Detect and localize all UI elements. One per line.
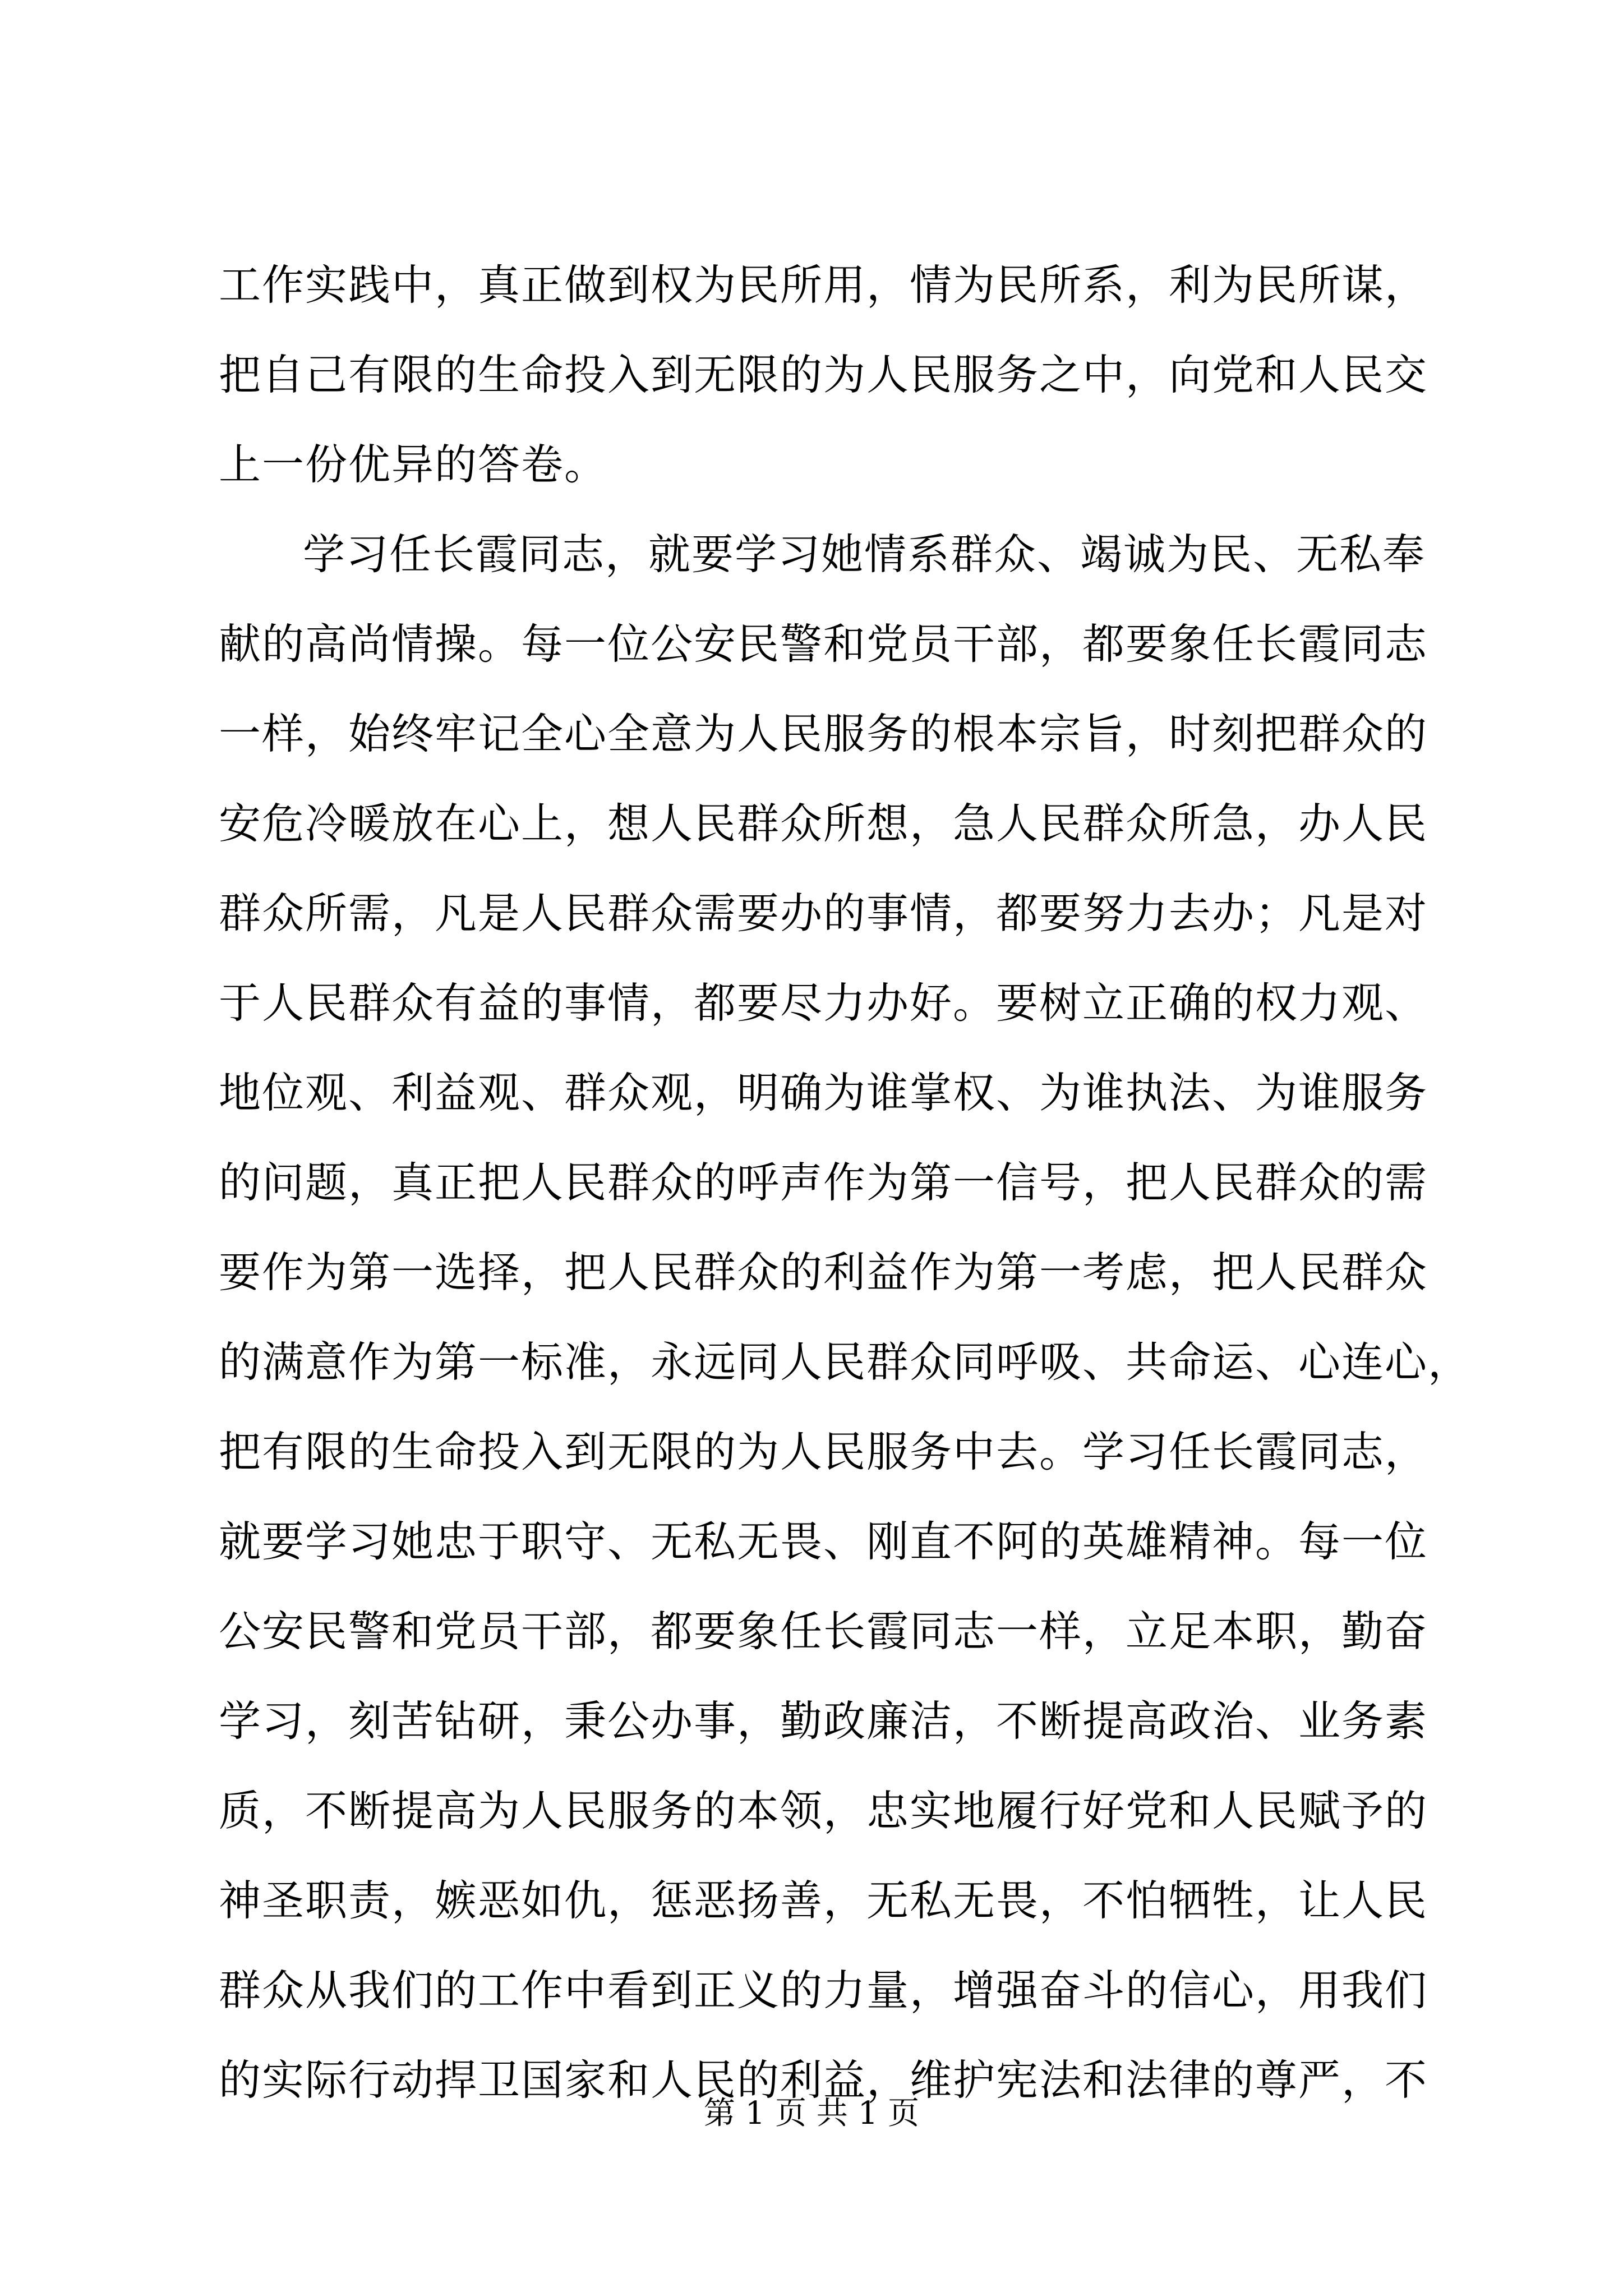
text-line-15: 就要学习她忠于职守、无私无畏、刚直不阿的英雄精神。每一位 bbox=[219, 1517, 1428, 1566]
text-line-12: 要作为第一选择，把人民群众的利益作为第一考虑，把人民群众 bbox=[219, 1248, 1428, 1297]
text-line-9: 于人民群众有益的事情，都要尽力办好。要树立正确的权力观、 bbox=[219, 978, 1428, 1028]
text-line-19: 神圣职责，嫉恶如仇，惩恶扬善，无私无畏，不怕牺牲，让人民 bbox=[219, 1876, 1428, 1925]
text-line-2: 把自己有限的生命投入到无限的为人民服务之中，向党和人民交 bbox=[219, 350, 1428, 399]
text-line-1: 工作实践中，真正做到权为民所用，情为民所系，利为民所谋， bbox=[219, 260, 1428, 310]
text-line-3: 上一份优异的答卷。 bbox=[219, 440, 608, 489]
text-line-4: 学习任长霞同志，就要学习她情系群众、竭诚为民、无私奉 bbox=[303, 530, 1426, 579]
text-line-8: 群众所需，凡是人民群众需要办的事情，都要努力去办；凡是对 bbox=[219, 889, 1428, 938]
text-line-5: 献的高尚情操。每一位公安民警和党员干部，都要象任长霞同志 bbox=[219, 619, 1428, 669]
text-line-14: 把有限的生命投入到无限的为人民服务中去。学习任长霞同志， bbox=[219, 1427, 1428, 1476]
text-line-6: 一样，始终牢记全心全意为人民服务的根本宗旨，时刻把群众的 bbox=[219, 709, 1428, 758]
text-line-17: 学习，刻苦钻研，秉公办事，勤政廉洁，不断提高政治、业务素 bbox=[219, 1696, 1428, 1746]
page-footer: 第 1 页 共 1 页 bbox=[703, 2095, 920, 2132]
text-line-11: 的问题，真正把人民群众的呼声作为第一信号，把人民群众的需 bbox=[219, 1158, 1428, 1207]
text-line-18: 质，不断提高为人民服务的本领，忠实地履行好党和人民赋予的 bbox=[219, 1786, 1428, 1835]
text-line-13: 的满意作为第一标准，永远同人民群众同呼吸、共命运、心连心， bbox=[219, 1337, 1472, 1387]
text-line-20: 群众从我们的工作中看到正义的力量，增强奋斗的信心，用我们 bbox=[219, 1966, 1428, 2015]
text-line-16: 公安民警和党员干部，都要象任长霞同志一样，立足本职，勤奋 bbox=[219, 1607, 1428, 1656]
text-line-10: 地位观、利益观、群众观，明确为谁掌权、为谁执法、为谁服务 bbox=[219, 1068, 1428, 1117]
text-line-21: 的实际行动捍卫国家和人民的利益，维护宪法和法律的尊严，不 bbox=[219, 2055, 1428, 2105]
text-line-7: 安危冷暖放在心上，想人民群众所想，急人民群众所急，办人民 bbox=[219, 799, 1428, 848]
